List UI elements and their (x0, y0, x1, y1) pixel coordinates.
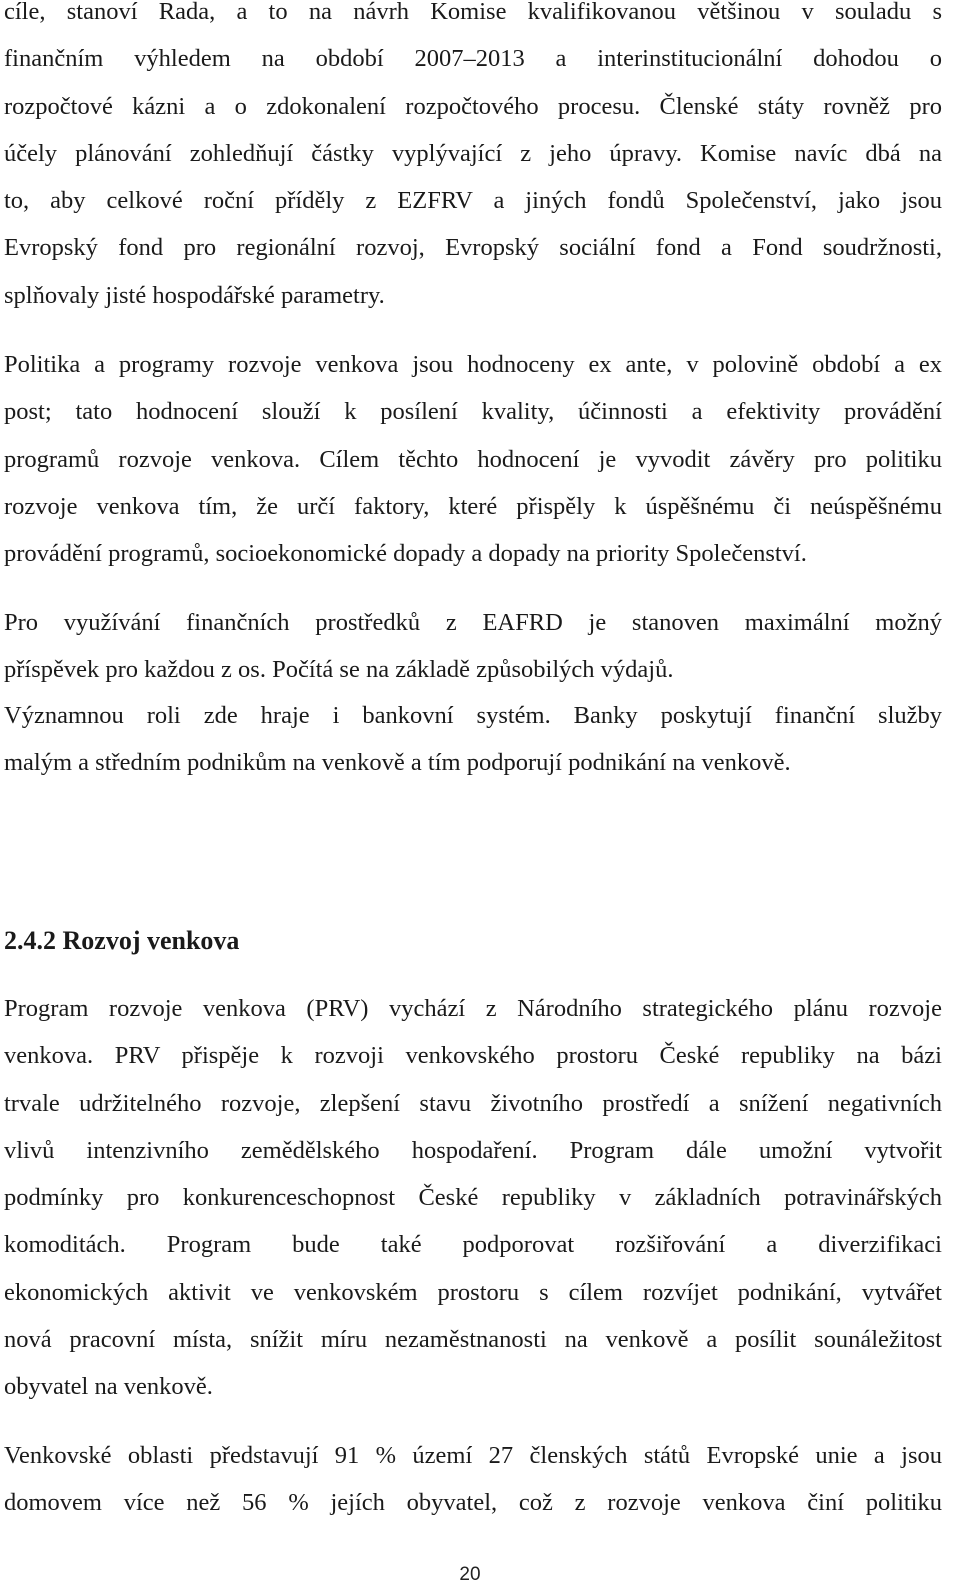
paragraph-rural-program (4, 985, 942, 1411)
text-line: nová pracovní místa, snížit míru nezaměstnanosti na venkově a posílit sounáležitost (4, 1326, 942, 1354)
text-line: účely plánování zohledňují částky vyplývající z jeho úpravy. Komise navíc dbá na (4, 139, 942, 167)
text-line: venkova. PRV přispěje k rozvoji venkovského prostoru České republiky na bázi (4, 1042, 942, 1070)
text-line: provádění programů, socioekonomické dopady a dopady na priority Společenství. (4, 540, 807, 568)
paragraph-rural-areas (4, 1432, 942, 1527)
paragraph-banking (4, 692, 942, 787)
text-line: příspěvek pro každou z os. Počítá se na základě způsobilých výdajů. (4, 656, 674, 684)
section-heading: 2.4.2 Rozvoj venkova (4, 926, 240, 955)
text-line: post; tato hodnocení slouží k posílení kvality, účinnosti a efektivity provádění (4, 398, 942, 426)
paragraph-budget-rules (4, 0, 942, 319)
text-line: splňovaly jisté hospodářské parametry. (4, 281, 385, 309)
paragraph-eafrd-contribution (4, 599, 942, 694)
text-line: rozpočtové kázni a o zdokonalení rozpočtového procesu. Členské státy rovněž pro (4, 92, 942, 120)
text-line: Významnou roli zde hraje i bankovní systém. Banky poskytují finanční služby (4, 702, 942, 729)
text-line: to, aby celkové roční příděly z EZFRV a jiných fondů Společenství, jako jsou (4, 187, 942, 215)
text-line: komoditách. Program bude také podporovat rozšiřování a diverzifikaci (4, 1231, 942, 1259)
text-line: trvale udržitelného rozvoje, zlepšení stavu životního prostředí a snížení negativních (4, 1089, 942, 1117)
text-line: vlivů intenzivního zemědělského hospodaření. Program dále umožní vytvořit (4, 1136, 942, 1164)
text-line: cíle, stanoví Rada, a to na návrh Komise kvalifikovanou většinou v souladu s (4, 0, 942, 25)
text-line: Pro využívání finančních prostředků z EAFRD je stanoven maximální možný (4, 609, 942, 636)
text-line: Program rozvoje venkova (PRV) vychází z Národního strategického plánu rozvoje (4, 995, 942, 1022)
text-line: obyvatel na venkově. (4, 1373, 213, 1401)
text-line: domovem více než 56 % jejích obyvatel, což z rozvoje venkova činí politiku (4, 1489, 942, 1517)
text-line: malým a středním podnikům na venkově a tím podporují podnikání na venkově. (4, 749, 791, 777)
text-line: Evropský fond pro regionální rozvoj, Evropský sociální fond a Fond soudržnosti, (4, 234, 942, 262)
text-line: ekonomických aktivit ve venkovském prostoru s cílem rozvíjet podnikání, vytvářet (4, 1278, 942, 1306)
text-line: rozvoje venkova tím, že určí faktory, které přispěly k úspěšnému či neúspěšnému (4, 492, 942, 520)
paragraph-evaluation (4, 341, 942, 577)
text-line: programů rozvoje venkova. Cílem těchto hodnocení je vyvodit závěry pro politiku (4, 445, 942, 473)
text-line: finančním výhledem na období 2007–2013 a interinstitucionální dohodou o (4, 45, 942, 73)
page-number: 20 (459, 1564, 481, 1585)
text-line: Politika a programy rozvoje venkova jsou hodnoceny ex ante, v polovině období a ex (4, 351, 942, 378)
text-line: Venkovské oblasti představují 91 % území 27 členských států Evropské unie a jsou (4, 1442, 942, 1469)
text-line: podmínky pro konkurenceschopnost České republiky v základních potravinářských (4, 1184, 942, 1212)
